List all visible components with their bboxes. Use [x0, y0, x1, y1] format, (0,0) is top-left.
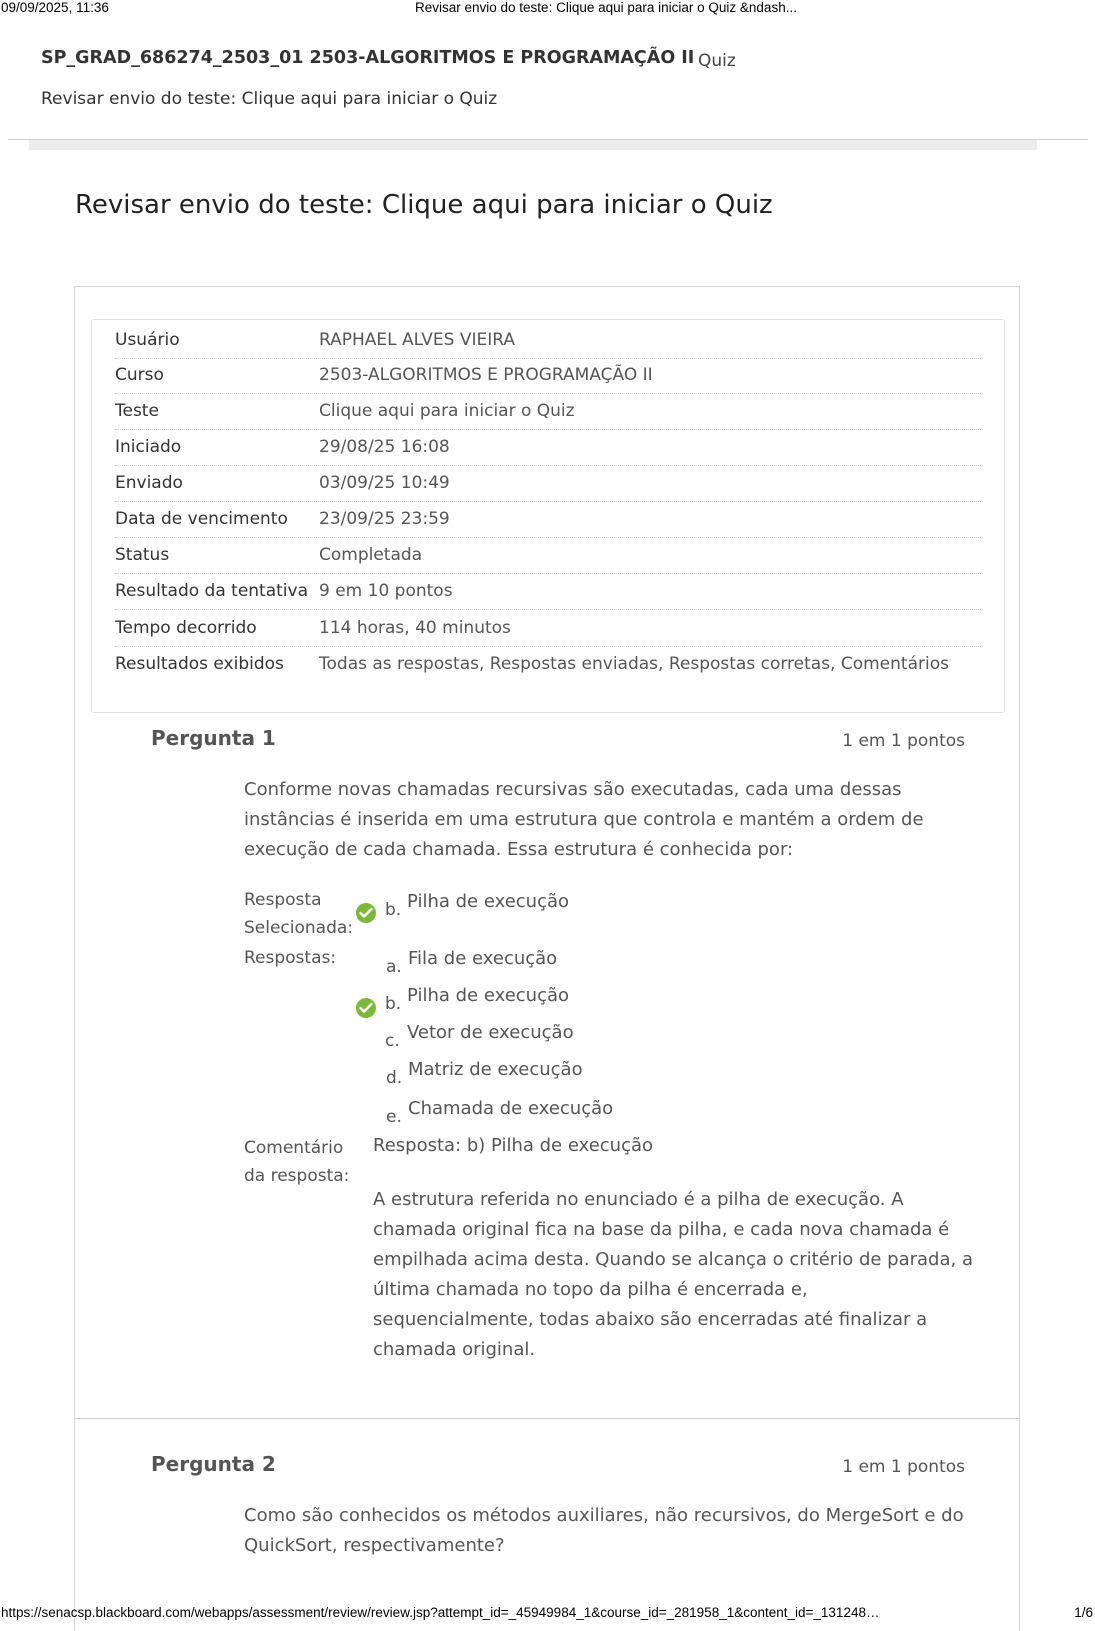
summary-key: Data de vencimento — [115, 509, 288, 529]
summary-key: Curso — [115, 365, 164, 385]
option-letter: b. — [385, 994, 402, 1014]
option-letter: c. — [385, 1031, 400, 1051]
summary-key: Iniciado — [115, 437, 182, 457]
question-1-title: Pergunta 1 — [151, 726, 276, 750]
breadcrumb: Revisar envio do teste: Clique aqui para iniciar o Quiz — [41, 89, 498, 109]
selected-answer-label — [244, 886, 353, 942]
summary-value: 2503-ALGORITMOS E PROGRAMAÇÃO II — [319, 365, 653, 385]
summary-row-result — [115, 575, 981, 610]
comment-label-line-2: da resposta: — [244, 1166, 350, 1186]
option-text: Matriz de execução — [408, 1059, 583, 1080]
summary-value: RAPHAEL ALVES VIEIRA — [319, 330, 515, 350]
summary-value: 03/09/25 10:49 — [319, 473, 450, 493]
question-2-points: 1 em 1 pontos — [842, 1457, 965, 1477]
summary-row-submitted — [115, 467, 981, 502]
option-text: Chamada de execução — [408, 1098, 614, 1119]
summary-row-started — [115, 431, 981, 466]
question-divider — [75, 1418, 1019, 1419]
summary-key: Enviado — [115, 473, 183, 493]
option-text: Pilha de execução — [407, 985, 570, 1006]
print-url: https://senacsp.blackboard.com/webapps/assessment/review/review.jsp?attempt_id=_45949984_1&course_id=_281958_1&content_id=_131248… — [1, 1605, 880, 1620]
comment-label — [244, 1134, 349, 1190]
summary-value: 29/08/25 16:08 — [319, 437, 450, 457]
option-letter: b. — [385, 900, 402, 920]
option-letter: d. — [386, 1068, 403, 1088]
summary-row-user — [115, 324, 981, 359]
summary-value: 114 horas, 40 minutos — [319, 618, 511, 638]
comment-answer: Resposta: b) Pilha de execução — [373, 1135, 654, 1156]
course-title[interactable]: SP_GRAD_686274_2503_01 2503-ALGORITMOS E PROGRAMAÇÃO II — [41, 48, 695, 68]
question-2-title: Pergunta 2 — [151, 1452, 276, 1476]
summary-row-course — [115, 359, 981, 394]
summary-row-shown — [115, 648, 981, 683]
summary-value: Todas as respostas, Respostas enviadas, Respostas corretas, Comentários — [319, 654, 949, 674]
option-letter: a. — [386, 957, 402, 977]
print-page-number: 1/6 — [1074, 1605, 1093, 1620]
summary-value: Completada — [319, 545, 423, 565]
summary-row-due-date — [115, 503, 981, 538]
tab-quiz[interactable]: Quiz — [698, 51, 736, 71]
summary-row-test — [115, 395, 981, 430]
comment-label-line-1: Comentário — [244, 1138, 344, 1158]
summary-key: Usuário — [115, 330, 180, 350]
question-1-text: Conforme novas chamadas recursivas são executadas, cada uma dessas instâncias é inserida em uma estrutura que controla e mantém a ordem de execução de cada chamada. Essa estrutura é conhecida por: — [244, 779, 924, 860]
summary-row-status — [115, 539, 981, 574]
correct-check-icon — [356, 998, 376, 1018]
question-1-points: 1 em 1 pontos — [842, 731, 965, 751]
print-footer — [0, 1605, 1095, 1623]
correct-check-icon — [356, 903, 376, 923]
summary-value: 9 em 10 pontos — [319, 581, 453, 601]
page-title: Revisar envio do teste: Clique aqui para iniciar o Quiz — [75, 190, 773, 220]
attempt-summary — [91, 319, 1005, 713]
selected-label-line-2: Selecionada: — [244, 918, 354, 938]
summary-value: 23/09/25 23:59 — [319, 509, 450, 529]
header-shadow — [29, 140, 1037, 150]
course-header — [41, 48, 736, 71]
answers-label: Respostas: — [244, 948, 337, 968]
option-text: Vetor de execução — [407, 1022, 574, 1043]
option-letter: e. — [386, 1107, 402, 1127]
summary-key: Teste — [115, 401, 159, 421]
summary-row-elapsed — [115, 612, 981, 647]
summary-key: Tempo decorrido — [115, 618, 257, 638]
print-datetime: 09/09/2025, 11:36 — [1, 0, 109, 15]
print-header — [0, 0, 1095, 18]
print-doc-title: Revisar envio do teste: Clique aqui para iniciar o Quiz &ndash... — [415, 0, 797, 15]
option-text: Fila de execução — [408, 948, 558, 969]
summary-key: Resultados exibidos — [115, 654, 284, 674]
summary-key: Status — [115, 545, 170, 565]
question-2-text: Como são conhecidos os métodos auxiliares, não recursivos, do MergeSort e do QuickSort, respectivamente? — [244, 1505, 964, 1556]
summary-key: Resultado da tentativa — [115, 581, 309, 601]
selected-label-line-1: Resposta — [244, 890, 322, 910]
summary-value: Clique aqui para iniciar o Quiz — [319, 401, 575, 421]
comment-explanation: A estrutura referida no enunciado é a pilha de execução. A chamada original fica na base da pilha, e cada nova chamada é empilhada acima desta. Quando se alcança o critério de parada, a última chamada no topo da pilha é encerrada e, sequencialmente, todas abaixo são encerradas até finalizar a chamada original. — [373, 1189, 973, 1360]
option-text: Pilha de execução — [407, 891, 570, 912]
